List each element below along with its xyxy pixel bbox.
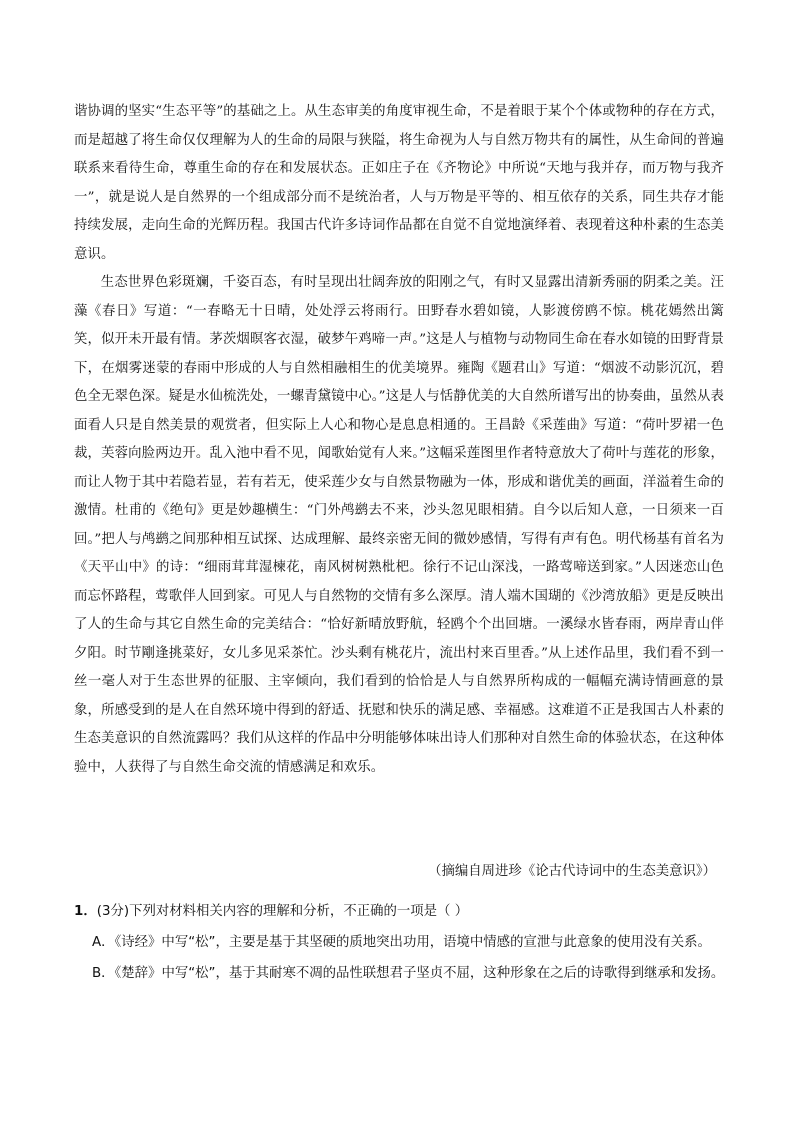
option-a-text: 《诗经》中写“松”，主要是基于其坚硬的质地突出功用，语境中情感的宣泄与此意象的使用没有关系。 [114,935,711,950]
question-number: 1． [74,904,97,919]
passage-source-citation: （摘编自周进珍《论古代诗词中的生态美意识》） [428,864,716,879]
question-stem [74,896,726,927]
option-b [74,958,726,989]
passage-paragraph-2: 生态世界色彩斑斓，千姿百态，有时呈现出壮阔奔放的阳刚之气，有时又显露出清新秀丽的阴柔之美。汪藻《春日》写道：“一春略无十日晴，处处浮云将雨行。田野春水碧如镜，人影渡傍鸥不惊。桃花嫣然出篱笑，似开未开最有情。茅茨烟暝客衣湿，破梦午鸡啼一声。”这是人与植物与动物同生命在春水如镜的田野背景下，在烟雾迷蒙的春雨中形成的人与自然相融相生的优美境界。雍陶《题君山》写道：“烟波不动影沉沉，碧色全无翠色深。疑是水仙梳洗处，一螺青黛镜中心。”这是人与恬静优美的大自然所谱写出的协奏曲，虽然从表面看人只是自然美景的观赏者，但实际上人心和物心是息息相通的。王昌龄《采莲曲》写道：“荷叶罗裙一色裁，芙蓉向脸两边开。乱入池中看不见，闻歌始觉有人来。”这幅采莲图里作者特意放大了荷叶与莲花的形象，而让人物于其中若隐若显，若有若无，使采莲少女与自然景物融为一体，形成和谐优美的画面，洋溢着生命的激情。杜甫的《绝句》更是妙趣横生：“门外鸬鹚去不来，沙头忽见眼相猜。自今以后知人意，一日须来一百回。”把人与鸬鹚之间那种相互试探、达成理解、最终亲密无间的微妙感情，写得有声有色。明代杨基有首名为《天平山中》的诗：“细雨茸茸湿楝花，南风树树熟枇杷。徐行不记山深浅，一路莺啼送到家。”人因迷恋山色而忘怀路程，莺歌伴人回到家。可见人与自然物的交情有多么深厚。清人端木国瑚的《沙湾放船》更是反映出了人的生命与其它自然生命的完美结合：“恰好新晴放野航，轻鸥个个出回塘。一溪绿水皆春雨，两岸青山伴夕阳。时节剛逢挑菜好，女儿多见采茶忙。沙头剩有桃花片，流出村来百里香。”从上述作品里，我们看不到一丝一毫人对于生态世界的征服、主宰倾向，我们看到的恰恰是人与自然界所构成的一幅幅充满诗情画意的景象，所感受到的是人在自然环境中得到的舒适、抚慰和快乐的满足感、幸福感。这难道不正是我国古人朴素的生态美意识的自然流露吗？我们从这样的作品中分明能够体味出诗人们那种对自然生命的体验状态，在这种体验中，人获得了与自然生命交流的情感满足和欢乐。 [74,275,724,775]
question-stem-text: (3分)下列对材料相关内容的理解和分析，不正确的一项是（ ） [96,904,469,919]
option-a [74,927,726,958]
option-a-letter: A． [92,935,115,950]
reading-passage [74,98,724,782]
option-b-letter: B． [92,966,115,981]
question-block [74,896,726,989]
passage-paragraph-1: 谐协调的坚实“生态平等”的基础之上。从生态审美的角度审视生命，不是着眼于某个个体或物种的存在方式，而是超越了将生命仅仅理解为人的生命的局限与狭隘，将生命视为人与自然万物共有的属性，从生命间的普遍联系来看待生命，尊重生命的存在和发展状态。正如庄子在《齐物论》中所说“天地与我并存，而万物与我齐一”，就是说人是自然界的一个组成部分而不是统治者，人与万物是平等的、相互依存的关系，同生共存才能持续发展，走向生命的光辉历程。我国古代许多诗词作品都在自觉不自觉地演绎着、表现着这种朴素的生态美意识。 [74,104,724,262]
option-b-text: 《楚辞》中写“松”，基于其耐寒不凋的品性联想君子坚贞不屈，这种形象在之后的诗歌得到继承和发扬。 [114,966,725,981]
